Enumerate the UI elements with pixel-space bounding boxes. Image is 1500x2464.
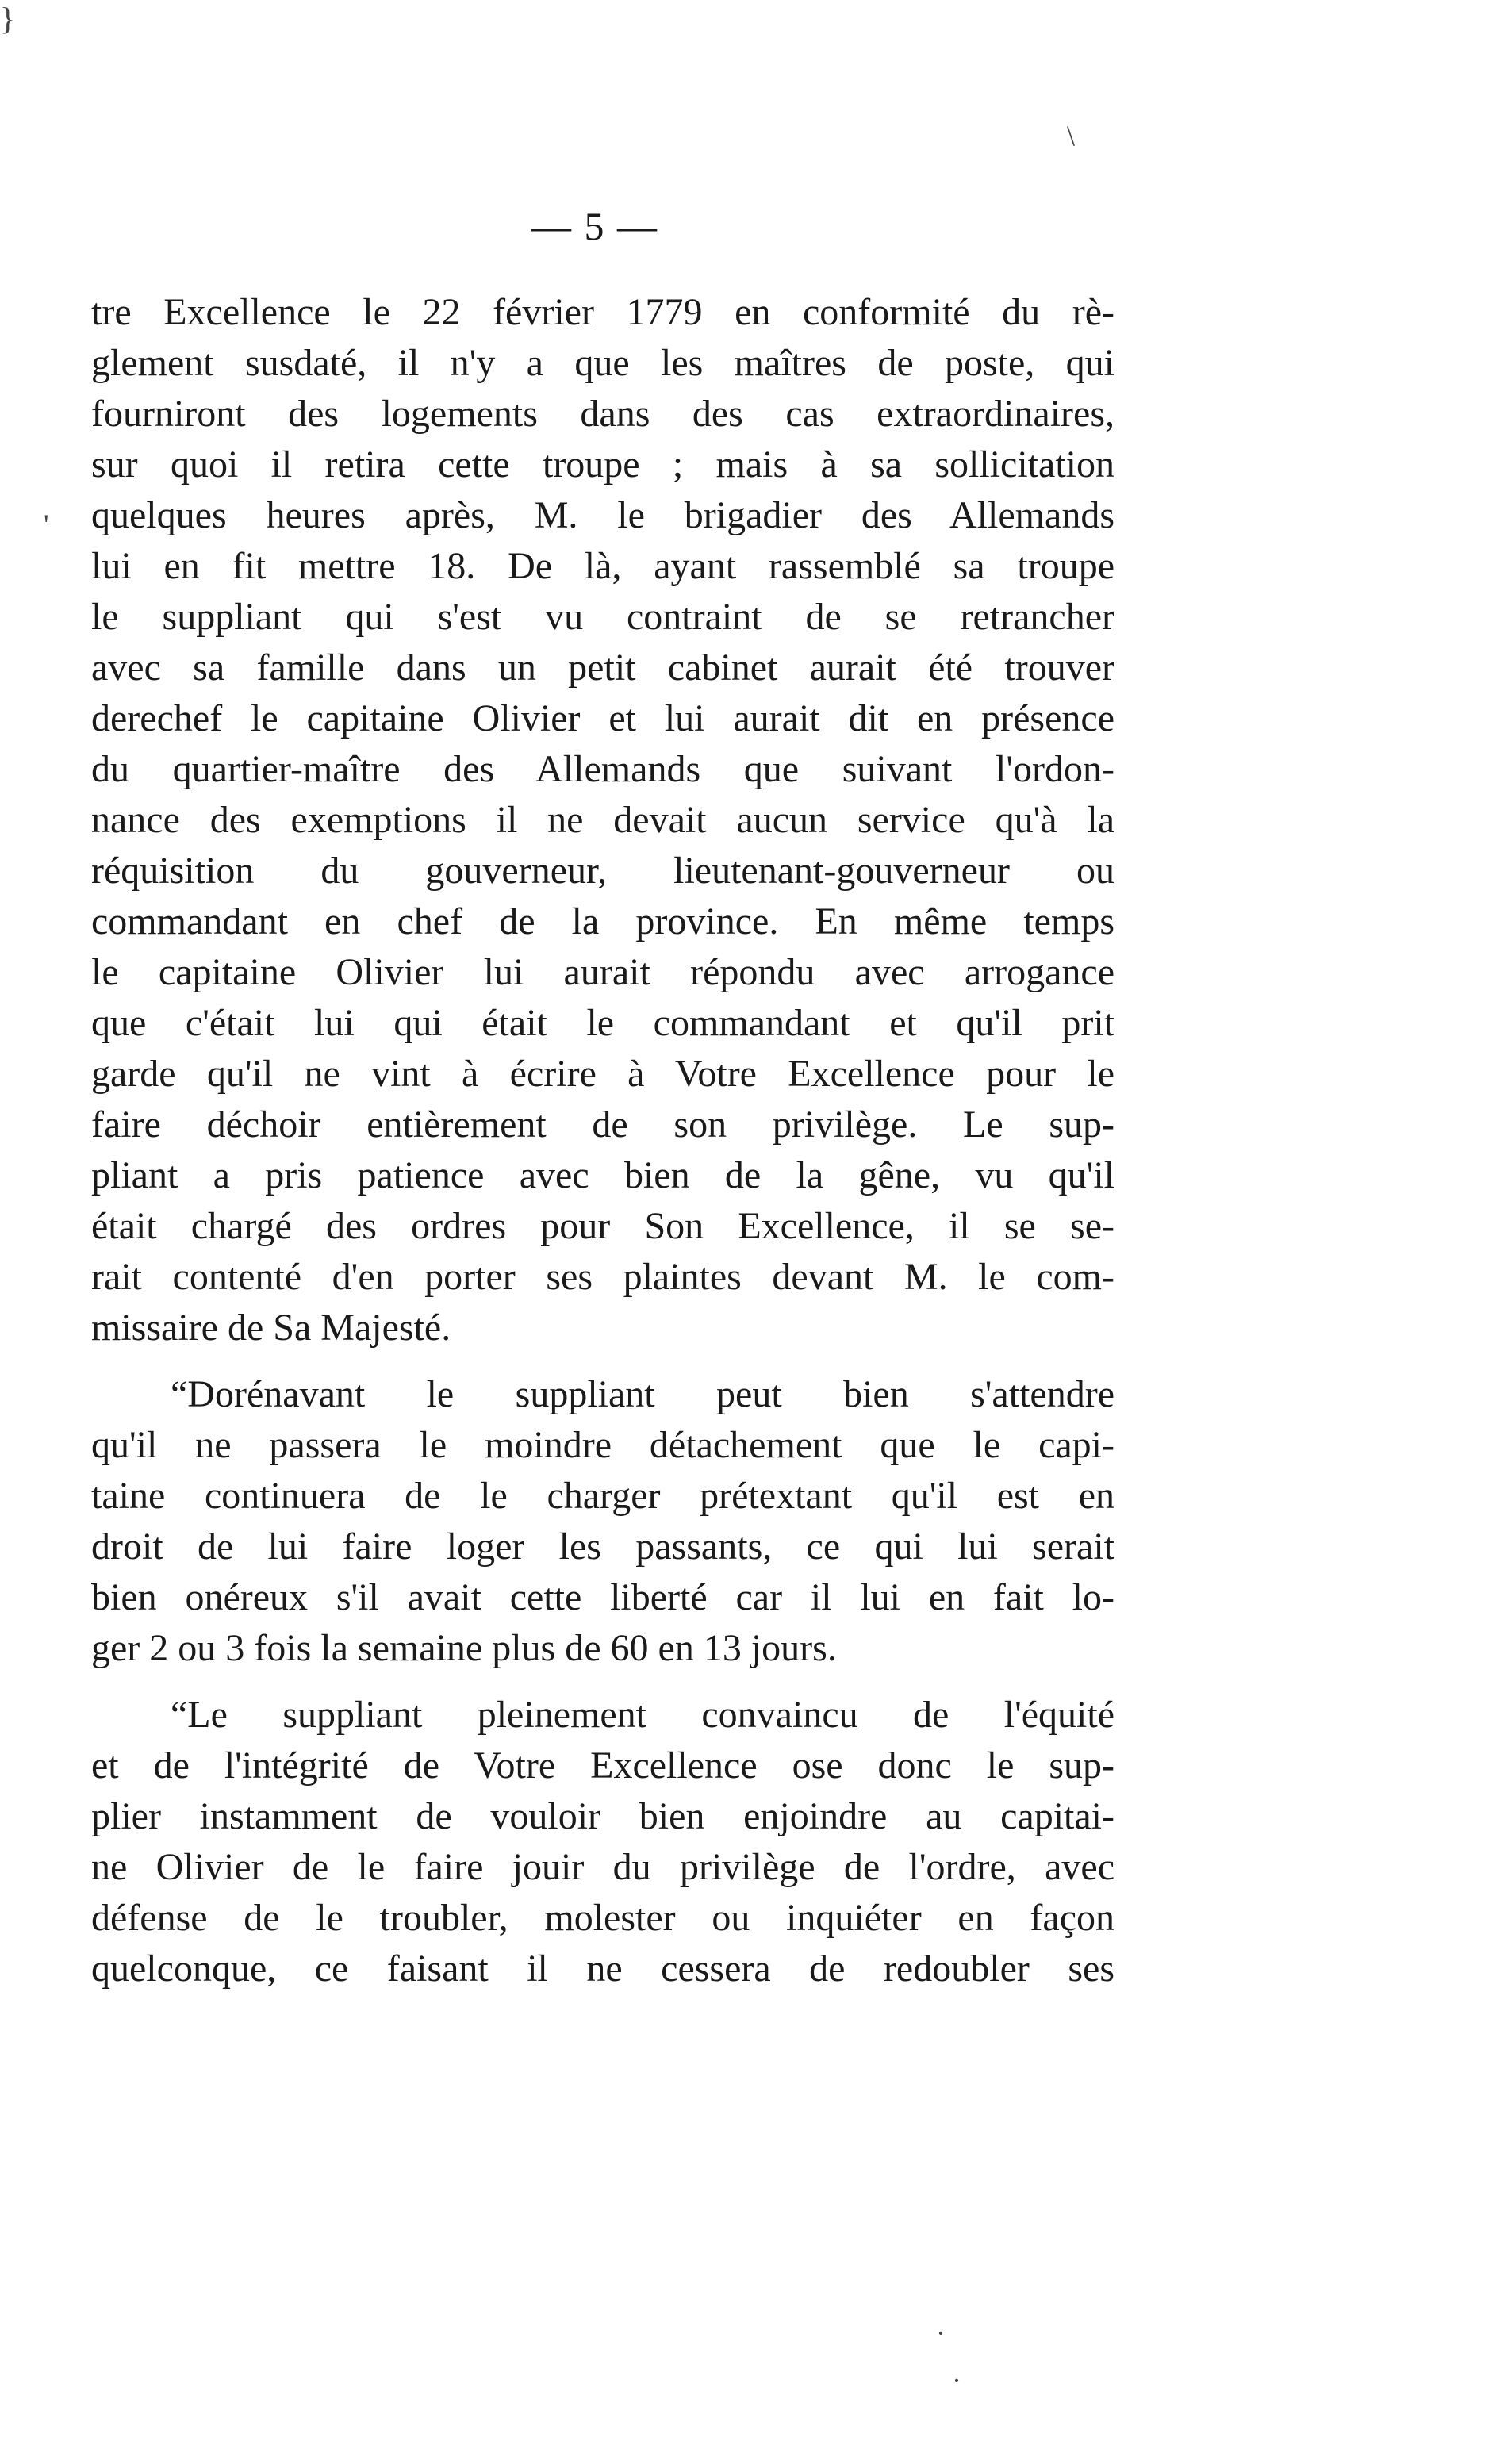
text-line: lui en fit mettre 18. De là, ayant rassemblé sa troupe [91,545,1114,587]
text-line: et de l'intégrité de Votre Excellence ose donc le sup- [91,1744,1114,1787]
text-line: derechef le capitaine Olivier et lui aurait dit en présence [91,697,1114,739]
text-line: faire déchoir entièrement de son privilège. Le sup- [91,1103,1114,1146]
text-line: que c'était lui qui était le commandant et qu'il prit [91,1002,1114,1044]
margin-mark: · [952,2365,961,2397]
text-line: “Le suppliant pleinement convaincu de l'équité [171,1694,1114,1736]
text-line: nance des exemptions il ne devait aucun service qu'à la [91,799,1114,841]
text-line: quelconque, ce faisant il ne cessera de redoubler ses [91,1948,1114,1990]
text-line: ne Olivier de le faire jouir du privilège de l'ordre, avec [91,1846,1114,1888]
text-line: tre Excellence le 22 février 1779 en conformité du rè- [91,291,1114,333]
text-line: défense de le troubler, molester ou inquiéter en façon [91,1897,1114,1939]
text-line: fourniront des logements dans des cas extraordinaires, [91,393,1114,435]
text-line: rait contenté d'en porter ses plaintes devant M. le com- [91,1256,1114,1298]
text-line: glement susdaté, il n'y a que les maîtres de poste, qui [91,342,1114,384]
paragraph-gap [91,1353,1114,1369]
text-line: bien onéreux s'il avait cette liberté car il lui en fait lo- [91,1576,1114,1618]
paragraph-gap [91,1674,1114,1690]
text-line: réquisition du gouverneur, lieutenant-gouverneur ou [91,850,1114,892]
text-line: plier instamment de vouloir bien enjoindre au capitai- [91,1795,1114,1837]
text-line: commandant en chef de la province. En même temps [91,900,1114,942]
page-number: — 5 — [531,204,658,248]
text-line: ger 2 ou 3 fois la semaine plus de 60 en 13 jours. [91,1627,837,1669]
margin-mark: \ [1067,120,1076,152]
margin-mark: · [936,2317,946,2349]
margin-mark: ' [44,509,49,540]
text-line: garde qu'il ne vint à écrire à Votre Excellence pour le [91,1053,1114,1095]
text-line: sur quoi il retira cette troupe ; mais à sa sollicitation [91,443,1114,486]
text-line: qu'il ne passera le moindre détachement que le capi- [91,1424,1114,1466]
text-line: le suppliant qui s'est vu contraint de se retrancher [91,596,1114,638]
text-line: le capitaine Olivier lui aurait répondu avec arrogance [91,951,1114,993]
text-line: missaire de Sa Majesté. [91,1307,451,1349]
paragraph [91,1690,1114,1994]
text-line: avec sa famille dans un petit cabinet aurait été trouver [91,647,1114,689]
text-line: était chargé des ordres pour Son Excellence, il se se- [91,1205,1114,1247]
text-line: du quartier-maître des Allemands que suivant l'ordon- [91,748,1114,790]
corner-mark: } [0,1,16,36]
text-line: “Dorénavant le suppliant peut bien s'attendre [171,1373,1114,1415]
text-line: pliant a pris patience avec bien de la gêne, vu qu'il [91,1154,1114,1196]
text-line: taine continuera de le charger prétextant qu'il est en [91,1475,1114,1517]
text-line: quelques heures après, M. le brigadier des Allemands [91,494,1114,536]
body-text [91,287,1114,1994]
paragraph [91,287,1114,1353]
text-line: droit de lui faire loger les passants, ce qui lui serait [91,1526,1114,1568]
paragraph [91,1369,1114,1674]
